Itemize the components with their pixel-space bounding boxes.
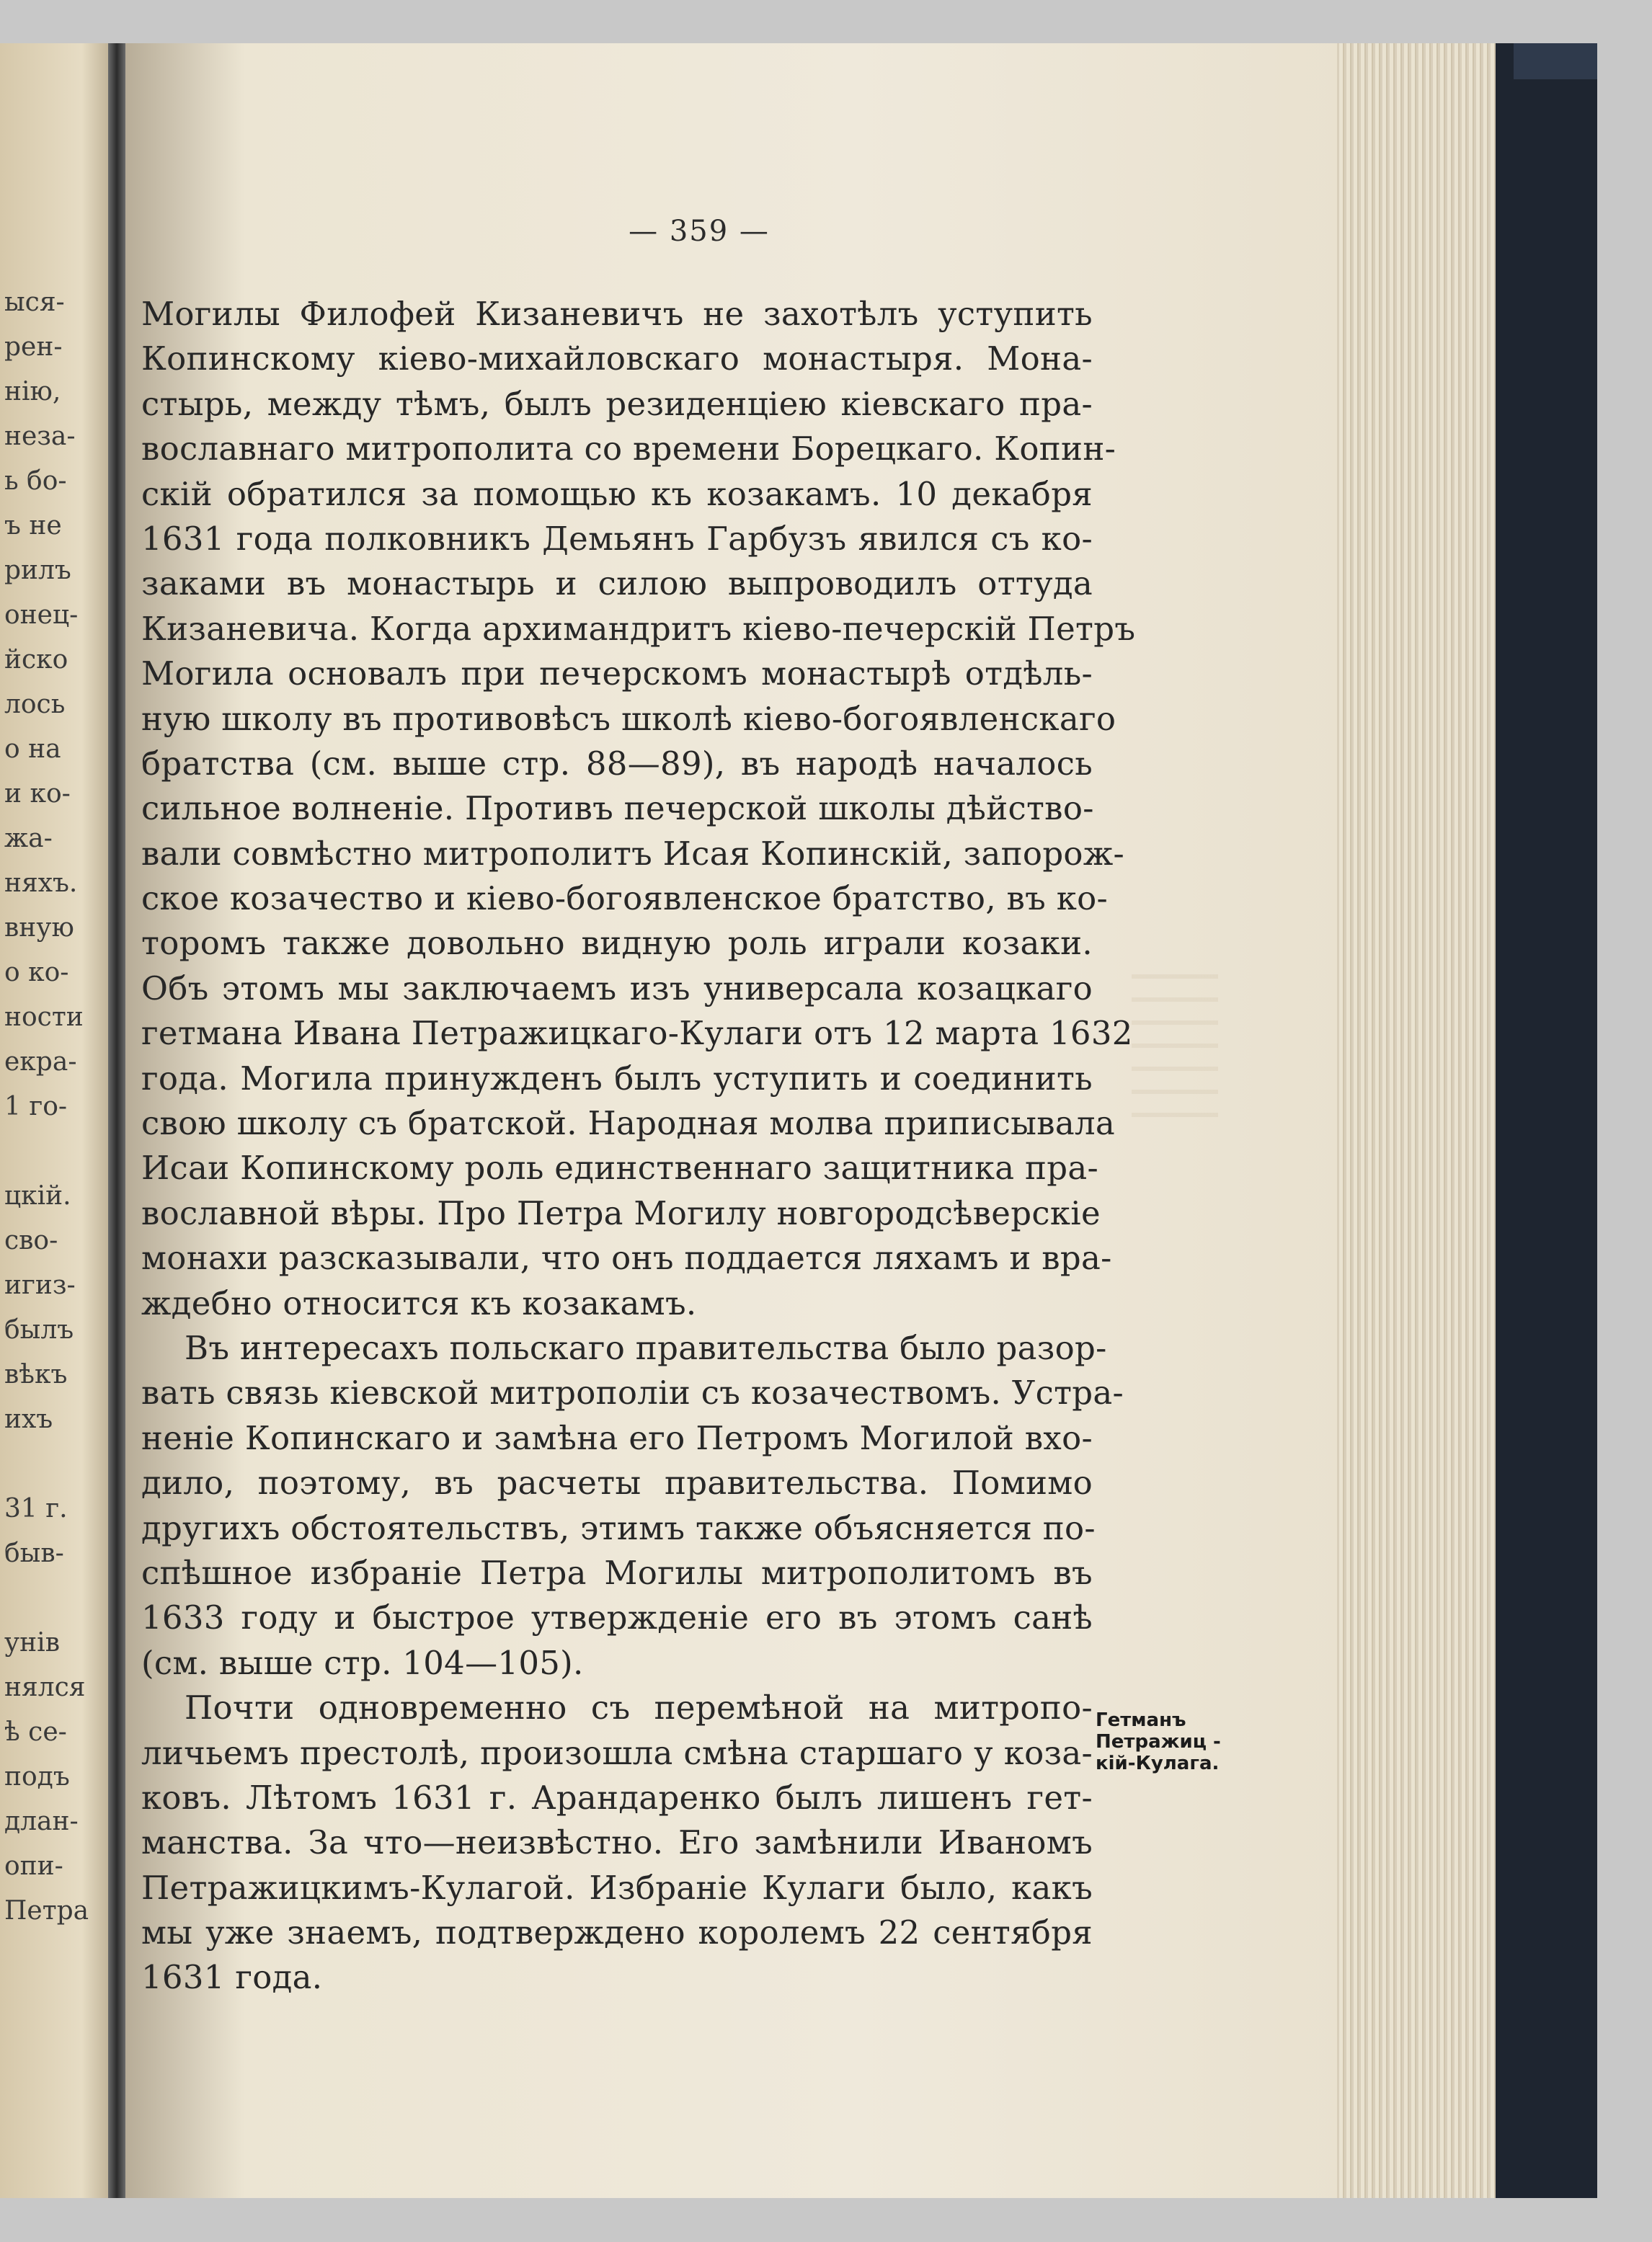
left-page-fragment: унів [4, 1628, 60, 1658]
left-page-fragment: былъ [4, 1315, 74, 1345]
left-page-fragment: 1 го- [4, 1092, 68, 1121]
left-page-fragment: о ко- [4, 958, 69, 987]
text-line: стырь, между тѣмъ, былъ резиденціею кіевскаго пра- [141, 384, 1093, 423]
margin-note-line: Гетманъ [1096, 1709, 1186, 1731]
left-page-fragment: екра- [4, 1047, 77, 1077]
left-page-fragment: нялся [4, 1673, 86, 1702]
text-line: скій обратился за помощью къ козакамъ. 10 декабря [141, 474, 1093, 513]
text-line: личьемъ престолѣ, произошла смѣна старшаго у коза- [141, 1733, 1093, 1772]
text-line: Почти одновременно съ перемѣной на митропо- [185, 1689, 1093, 1727]
text-line: 1631 года. [141, 1958, 323, 1997]
left-page-fragment: вѣкъ [4, 1360, 68, 1389]
text-line: года. Могила принужденъ былъ уступить и соединить [141, 1059, 1093, 1098]
left-page-fragment: и ко- [4, 779, 71, 809]
paragraph [141, 292, 1136, 1326]
left-page-fragment: нію, [4, 377, 61, 406]
left-page-fragment: ѣ се- [4, 1717, 67, 1747]
left-page-fragment: игиз- [4, 1271, 76, 1300]
left-page-fragment: опи- [4, 1851, 63, 1881]
text-line: Могила основалъ при печерскомъ монастырѣ отдѣль- [141, 654, 1093, 693]
text-line: спѣшное избраніе Петра Могилы митрополитомъ въ [141, 1553, 1093, 1592]
left-page [0, 43, 117, 2198]
left-page-fragment: лось [4, 690, 66, 719]
text-line: торомъ также довольно видную роль играли козаки. [141, 924, 1093, 963]
text-line: вославнаго митрополита со времени Борецкаго. Копин- [141, 430, 1116, 468]
left-page-fragment: сво- [4, 1226, 58, 1255]
text-line: Петражицкимъ-Кулагой. Избраніе Кулаги было, какъ [141, 1868, 1093, 1907]
text-line: гетмана Ивана Петражицкаго-Кулаги отъ 12 марта 1632 [141, 1014, 1133, 1053]
left-page-fragment: неза- [4, 422, 76, 451]
body-text [141, 292, 1136, 2001]
text-line: (см. выше стр. 104—105). [141, 1643, 584, 1682]
text-line: дило, поэтому, въ расчеты правительства. Помимо [141, 1464, 1093, 1503]
text-line: братства (см. выше стр. 88—89), въ народѣ началось [141, 744, 1093, 783]
text-line: ское козачество и кіево-богоявленское братство, въ ко- [141, 879, 1109, 918]
text-line: 1631 года полковникъ Демьянъ Гарбузъ явился съ ко- [141, 519, 1093, 558]
left-page-fragment: быв- [4, 1539, 64, 1568]
left-page-fragment: онец- [4, 600, 79, 630]
text-line: вать связь кіевской митрополіи съ козачествомъ. Устра- [141, 1374, 1124, 1413]
bookmark-ribbon [1514, 43, 1597, 79]
margin-note [1096, 1709, 1221, 1774]
left-page-fragment: ъ не [4, 511, 62, 541]
page-number: — 359 — [629, 215, 770, 248]
margin-note-line: Петражиц - [1096, 1731, 1221, 1753]
text-line: манства. За что—неизвѣстно. Его замѣнили Иваномъ [141, 1823, 1093, 1862]
text-line: другихъ обстоятельствъ, этимъ также объясняется по- [141, 1508, 1096, 1547]
left-page-fragment: Петра [4, 1896, 89, 1926]
text-line: сильное волненіе. Противъ печерской школы дѣйство- [141, 789, 1094, 828]
left-page-fragment: подъ [4, 1762, 70, 1792]
text-line: 1633 году и быстрое утвержденіе его въ этомъ санѣ [141, 1598, 1093, 1637]
text-line: монахи разсказывали, что онъ поддается ляхамъ и вра- [141, 1239, 1112, 1278]
text-line: ную школу въ противовѣсъ школѣ кіево-богоявленскаго [141, 699, 1116, 738]
text-line: неніе Копинскаго и замѣна его Петромъ Могилой вхо- [141, 1418, 1093, 1457]
book-gutter [108, 43, 125, 2198]
text-line: Кизаневича. Когда архимандритъ кіево-печерскій Петръ [141, 609, 1136, 648]
text-line: вославной вѣры. Про Петра Могилу новгородсѣверскіе [141, 1193, 1101, 1232]
text-line: Могилы Филофей Кизаневичъ не захотѣлъ уступить [141, 295, 1093, 333]
bleed-through-marks [1132, 958, 1218, 1117]
left-page-fragment: рен- [4, 332, 63, 362]
left-page-fragment: о на [4, 734, 61, 764]
paragraph [141, 1686, 1093, 2001]
left-page-fragment: ности [4, 1002, 84, 1032]
left-page-fragment: ь бо- [4, 466, 67, 496]
left-page-fragment: ихъ [4, 1405, 53, 1434]
left-page-fragment: йско [4, 645, 68, 675]
left-page-fragment: 31 г. [4, 1494, 68, 1523]
margin-note-line: кій-Кулага. [1096, 1753, 1220, 1774]
paragraph [141, 1326, 1124, 1686]
text-line: свою школу съ братской. Народная молва приписывала [141, 1104, 1116, 1143]
text-line: мы уже знаемъ, подтверждено королемъ 22 сентября [141, 1913, 1093, 1952]
text-line: ждебно относится къ козакамъ. [141, 1284, 697, 1322]
left-page-fragment: жа- [4, 824, 53, 853]
text-line: вали совмѣстно митрополитъ Исая Копинскій, запорож- [141, 834, 1125, 873]
left-page-fragment: няхъ. [4, 868, 78, 898]
text-line: Въ интересахъ польскаго правительства было разор- [185, 1328, 1107, 1367]
text-line: Копинскому кіево-михайловскаго монастыря. Мона- [141, 339, 1093, 378]
left-page-fragment: ыся- [4, 288, 65, 317]
left-page-fragment: длан- [4, 1807, 79, 1836]
text-line: ковъ. Лѣтомъ 1631 г. Арандаренко былъ лишенъ гет- [141, 1778, 1093, 1817]
page-edges [1337, 43, 1496, 2198]
text-line: Исаи Копинскому роль единственнаго защитника пра- [141, 1149, 1099, 1188]
left-page-fragment: рилъ [4, 556, 71, 585]
text-line: заками въ монастырь и силою выпроводилъ оттуда [141, 564, 1093, 603]
left-page-fragment: цкій. [4, 1181, 71, 1211]
left-page-fragment: вную [4, 913, 74, 943]
text-line: Объ этомъ мы заключаемъ изъ универсала козацкаго [141, 969, 1093, 1007]
